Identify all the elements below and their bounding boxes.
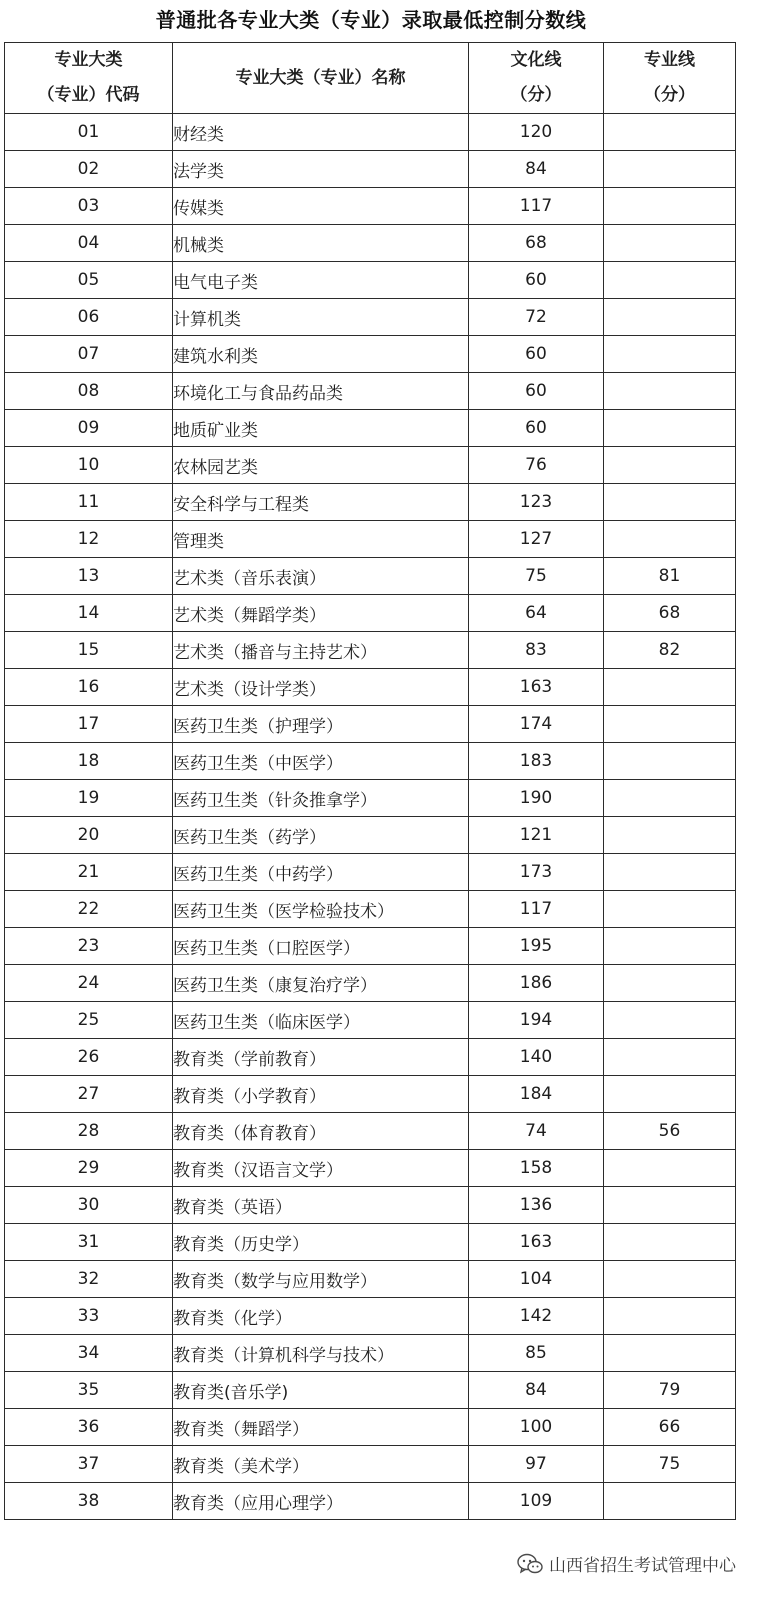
cell-culture-score: 68 xyxy=(469,225,604,262)
cell-name: 机械类 xyxy=(173,225,469,262)
cell-culture-score: 117 xyxy=(469,891,604,928)
cell-code: 08 xyxy=(5,373,173,410)
cell-name: 环境化工与食品药品类 xyxy=(173,373,469,410)
cell-code: 06 xyxy=(5,299,173,336)
cell-code: 09 xyxy=(5,410,173,447)
cell-name: 艺术类（舞蹈学类） xyxy=(173,595,469,632)
cell-culture-score: 84 xyxy=(469,151,604,188)
header-name: 专业大类（专业）名称 xyxy=(173,43,469,114)
cell-major-score: 66 xyxy=(604,1409,736,1446)
cell-major-score: 75 xyxy=(604,1446,736,1483)
cell-culture-score: 173 xyxy=(469,854,604,891)
cell-name: 教育类(音乐学) xyxy=(173,1372,469,1409)
cell-major-score xyxy=(604,1039,736,1076)
cell-major-score xyxy=(604,1298,736,1335)
cell-name: 教育类（化学） xyxy=(173,1298,469,1335)
table-row xyxy=(5,669,736,706)
cell-name: 教育类（学前教育） xyxy=(173,1039,469,1076)
cell-major-score xyxy=(604,1002,736,1039)
table-row xyxy=(5,1224,736,1261)
cell-culture-score: 158 xyxy=(469,1150,604,1187)
cell-code: 10 xyxy=(5,447,173,484)
cell-major-score xyxy=(604,484,736,521)
cell-code: 28 xyxy=(5,1113,173,1150)
watermark-text: 山西省招生考试管理中心 xyxy=(549,1556,736,1576)
cell-code: 16 xyxy=(5,669,173,706)
cell-code: 03 xyxy=(5,188,173,225)
table-row xyxy=(5,151,736,188)
cell-name: 艺术类（设计学类） xyxy=(173,669,469,706)
cell-major-score xyxy=(604,262,736,299)
cell-name: 医药卫生类（中医学） xyxy=(173,743,469,780)
cell-major-score xyxy=(604,521,736,558)
cell-major-score xyxy=(604,891,736,928)
cell-name: 艺术类（音乐表演） xyxy=(173,558,469,595)
cell-code: 24 xyxy=(5,965,173,1002)
cell-name: 教育类（舞蹈学） xyxy=(173,1409,469,1446)
cell-major-score xyxy=(604,965,736,1002)
table-row xyxy=(5,706,736,743)
cell-code: 13 xyxy=(5,558,173,595)
header-code xyxy=(5,43,173,114)
cell-code: 05 xyxy=(5,262,173,299)
cell-name: 地质矿业类 xyxy=(173,410,469,447)
cell-name: 教育类（数学与应用数学） xyxy=(173,1261,469,1298)
cell-code: 17 xyxy=(5,706,173,743)
cell-name: 医药卫生类（口腔医学） xyxy=(173,928,469,965)
cell-code: 31 xyxy=(5,1224,173,1261)
header-row xyxy=(5,43,736,114)
cell-name: 医药卫生类（针灸推拿学） xyxy=(173,780,469,817)
cell-name: 医药卫生类（康复治疗学） xyxy=(173,965,469,1002)
cell-major-score xyxy=(604,743,736,780)
cell-code: 21 xyxy=(5,854,173,891)
table-header xyxy=(5,43,736,114)
table-row xyxy=(5,1187,736,1224)
table-row xyxy=(5,225,736,262)
cell-code: 37 xyxy=(5,1446,173,1483)
cell-name: 教育类（计算机科学与技术） xyxy=(173,1335,469,1372)
cell-major-score xyxy=(604,928,736,965)
table-row xyxy=(5,188,736,225)
cell-culture-score: 104 xyxy=(469,1261,604,1298)
cell-code: 35 xyxy=(5,1372,173,1409)
header-major-line1: 专业线 xyxy=(644,50,695,70)
cell-name: 安全科学与工程类 xyxy=(173,484,469,521)
cell-major-score xyxy=(604,780,736,817)
cell-name: 医药卫生类（药学） xyxy=(173,817,469,854)
cell-name: 医药卫生类（医学检验技术） xyxy=(173,891,469,928)
cell-major-score xyxy=(604,1187,736,1224)
cell-code: 26 xyxy=(5,1039,173,1076)
cell-name: 教育类（历史学） xyxy=(173,1224,469,1261)
cell-major-score xyxy=(604,1150,736,1187)
cell-code: 15 xyxy=(5,632,173,669)
table-row xyxy=(5,965,736,1002)
cell-culture-score: 60 xyxy=(469,262,604,299)
table-row xyxy=(5,484,736,521)
cell-major-score xyxy=(604,854,736,891)
cell-code: 33 xyxy=(5,1298,173,1335)
cell-code: 11 xyxy=(5,484,173,521)
table-row xyxy=(5,817,736,854)
table-row xyxy=(5,299,736,336)
cell-code: 04 xyxy=(5,225,173,262)
cell-culture-score: 195 xyxy=(469,928,604,965)
table-row xyxy=(5,928,736,965)
table-row xyxy=(5,1335,736,1372)
table-row xyxy=(5,447,736,484)
cell-culture-score: 60 xyxy=(469,336,604,373)
cell-code: 25 xyxy=(5,1002,173,1039)
cell-culture-score: 163 xyxy=(469,669,604,706)
cell-culture-score: 163 xyxy=(469,1224,604,1261)
cell-major-score xyxy=(604,447,736,484)
cell-culture-score: 84 xyxy=(469,1372,604,1409)
table-row xyxy=(5,595,736,632)
cell-culture-score: 109 xyxy=(469,1483,604,1520)
cell-code: 02 xyxy=(5,151,173,188)
cell-name: 建筑水利类 xyxy=(173,336,469,373)
cell-culture-score: 121 xyxy=(469,817,604,854)
table-row xyxy=(5,743,736,780)
cell-name: 传媒类 xyxy=(173,188,469,225)
table-row xyxy=(5,632,736,669)
cell-code: 30 xyxy=(5,1187,173,1224)
cell-name: 艺术类（播音与主持艺术） xyxy=(173,632,469,669)
cell-culture-score: 72 xyxy=(469,299,604,336)
cell-code: 36 xyxy=(5,1409,173,1446)
cell-name: 电气电子类 xyxy=(173,262,469,299)
header-major-line2: （分） xyxy=(644,85,695,105)
cell-culture-score: 75 xyxy=(469,558,604,595)
cell-culture-score: 120 xyxy=(469,114,604,151)
table-row xyxy=(5,1483,736,1520)
cell-culture-score: 127 xyxy=(469,521,604,558)
cell-major-score xyxy=(604,1483,736,1520)
cell-code: 14 xyxy=(5,595,173,632)
table-row xyxy=(5,891,736,928)
cell-major-score xyxy=(604,1076,736,1113)
cell-major-score xyxy=(604,706,736,743)
cell-culture-score: 140 xyxy=(469,1039,604,1076)
cell-culture-score: 194 xyxy=(469,1002,604,1039)
table-row xyxy=(5,1372,736,1409)
page-title: 普通批各专业大类（专业）录取最低控制分数线 xyxy=(155,8,587,32)
cell-name: 教育类（美术学） xyxy=(173,1446,469,1483)
cell-name: 教育类（英语） xyxy=(173,1187,469,1224)
cell-major-score xyxy=(604,669,736,706)
cell-culture-score: 64 xyxy=(469,595,604,632)
cell-culture-score: 100 xyxy=(469,1409,604,1446)
cell-code: 12 xyxy=(5,521,173,558)
watermark xyxy=(517,1551,736,1576)
header-code-line2: （专业）代码 xyxy=(37,85,140,105)
cell-major-score: 79 xyxy=(604,1372,736,1409)
cell-major-score xyxy=(604,1224,736,1261)
cell-name: 教育类（小学教育） xyxy=(173,1076,469,1113)
table-row xyxy=(5,1039,736,1076)
cell-culture-score: 60 xyxy=(469,410,604,447)
cell-name: 医药卫生类（临床医学） xyxy=(173,1002,469,1039)
cell-code: 18 xyxy=(5,743,173,780)
cell-culture-score: 76 xyxy=(469,447,604,484)
cell-major-score xyxy=(604,188,736,225)
cell-name: 教育类（体育教育） xyxy=(173,1113,469,1150)
cell-major-score: 82 xyxy=(604,632,736,669)
table-row xyxy=(5,262,736,299)
cell-major-score xyxy=(604,410,736,447)
cell-major-score xyxy=(604,299,736,336)
cell-major-score xyxy=(604,1335,736,1372)
cell-name: 法学类 xyxy=(173,151,469,188)
header-code-line1: 专业大类 xyxy=(54,50,123,70)
cell-code: 20 xyxy=(5,817,173,854)
cell-name: 教育类（汉语言文学） xyxy=(173,1150,469,1187)
cell-culture-score: 97 xyxy=(469,1446,604,1483)
cell-code: 19 xyxy=(5,780,173,817)
cell-name: 计算机类 xyxy=(173,299,469,336)
table-row xyxy=(5,1076,736,1113)
score-table xyxy=(4,42,736,1520)
cell-culture-score: 83 xyxy=(469,632,604,669)
cell-code: 23 xyxy=(5,928,173,965)
table-row xyxy=(5,1261,736,1298)
table-row xyxy=(5,521,736,558)
table-row xyxy=(5,373,736,410)
cell-culture-score: 190 xyxy=(469,780,604,817)
cell-major-score: 68 xyxy=(604,595,736,632)
table-row xyxy=(5,1409,736,1446)
cell-name: 农林园艺类 xyxy=(173,447,469,484)
header-culture xyxy=(469,43,604,114)
cell-culture-score: 186 xyxy=(469,965,604,1002)
cell-culture-score: 74 xyxy=(469,1113,604,1150)
cell-major-score xyxy=(604,373,736,410)
cell-name: 医药卫生类（护理学） xyxy=(173,706,469,743)
cell-major-score xyxy=(604,1261,736,1298)
table-row xyxy=(5,558,736,595)
cell-code: 01 xyxy=(5,114,173,151)
cell-culture-score: 136 xyxy=(469,1187,604,1224)
cell-culture-score: 85 xyxy=(469,1335,604,1372)
cell-major-score: 56 xyxy=(604,1113,736,1150)
cell-code: 38 xyxy=(5,1483,173,1520)
cell-major-score: 81 xyxy=(604,558,736,595)
cell-major-score xyxy=(604,114,736,151)
header-culture-line2: （分） xyxy=(510,85,562,105)
cell-name: 医药卫生类（中药学） xyxy=(173,854,469,891)
table-row xyxy=(5,114,736,151)
cell-culture-score: 60 xyxy=(469,373,604,410)
cell-code: 34 xyxy=(5,1335,173,1372)
wechat-icon xyxy=(517,1553,543,1575)
table-row xyxy=(5,1298,736,1335)
header-culture-line1: 文化线 xyxy=(510,50,562,70)
table-row xyxy=(5,410,736,447)
table-row xyxy=(5,1150,736,1187)
cell-culture-score: 123 xyxy=(469,484,604,521)
table-row xyxy=(5,336,736,373)
cell-major-score xyxy=(604,151,736,188)
cell-major-score xyxy=(604,817,736,854)
table-row xyxy=(5,1446,736,1483)
cell-culture-score: 174 xyxy=(469,706,604,743)
cell-code: 32 xyxy=(5,1261,173,1298)
cell-code: 22 xyxy=(5,891,173,928)
cell-name: 管理类 xyxy=(173,521,469,558)
cell-name: 教育类（应用心理学） xyxy=(173,1483,469,1520)
cell-code: 29 xyxy=(5,1150,173,1187)
cell-code: 27 xyxy=(5,1076,173,1113)
table-body xyxy=(5,114,736,1520)
cell-culture-score: 184 xyxy=(469,1076,604,1113)
table-row xyxy=(5,1113,736,1150)
cell-code: 07 xyxy=(5,336,173,373)
cell-major-score xyxy=(604,336,736,373)
table-row xyxy=(5,1002,736,1039)
header-major xyxy=(604,43,736,114)
cell-culture-score: 183 xyxy=(469,743,604,780)
table-row xyxy=(5,854,736,891)
table-row xyxy=(5,780,736,817)
cell-culture-score: 117 xyxy=(469,188,604,225)
cell-major-score xyxy=(604,225,736,262)
cell-culture-score: 142 xyxy=(469,1298,604,1335)
cell-name: 财经类 xyxy=(173,114,469,151)
